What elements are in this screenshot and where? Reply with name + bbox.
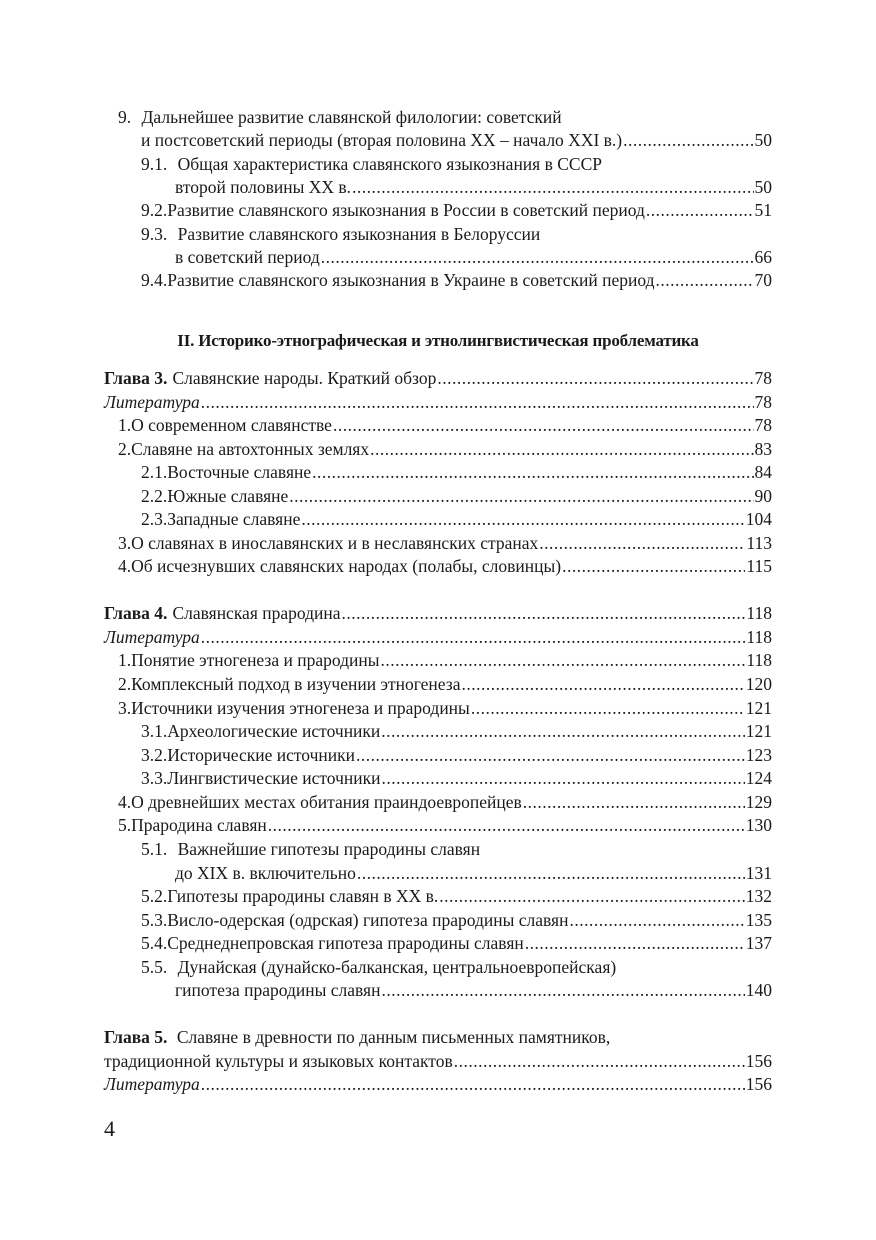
entry-text: Общая характеристика славянского языкознания в СССР — [177, 154, 602, 174]
page-ref: 131 — [745, 863, 772, 883]
leader-dots — [268, 814, 745, 836]
entry-text: Среднеднепровская гипотеза прародины славян — [167, 933, 524, 953]
leader-dots — [380, 649, 745, 671]
toc-entry — [118, 555, 772, 577]
entry-text: в советский период — [175, 247, 320, 267]
entry-number: 3.1. — [141, 721, 168, 741]
leader-dots — [321, 246, 754, 268]
leader-dots — [357, 862, 745, 884]
page-ref: 156 — [745, 1051, 772, 1071]
chapter-title: Славянские народы. Краткий обзор — [172, 368, 437, 388]
page-ref: 50 — [754, 130, 772, 150]
toc-entry-9-3-line2 — [175, 246, 772, 268]
leader-dots — [623, 129, 753, 151]
entry-text: Дальнейшее развитие славянской филологии: советский — [141, 107, 562, 127]
entry-number: 5.5. — [141, 957, 168, 977]
page-number: 4 — [104, 1116, 115, 1141]
leader-dots — [356, 744, 745, 766]
entry-text: Гипотезы прародины славян в XX в. — [167, 886, 439, 906]
page-ref: 130 — [745, 815, 772, 835]
toc-entry — [141, 885, 772, 907]
entry-number: 4. — [118, 792, 132, 812]
toc-entry — [141, 767, 772, 789]
entry-text: Восточные славяне — [167, 462, 312, 482]
page-ref: 129 — [745, 792, 772, 812]
toc-entry — [141, 720, 772, 742]
entry-text: Развитие славянского языкознания в Украине в советский период — [167, 270, 655, 290]
chapter-5-heading-line1 — [104, 1026, 610, 1048]
entry-number: 2.2. — [141, 486, 168, 506]
leader-dots — [439, 885, 744, 907]
entry-text: О древнейших местах обитания праиндоевропейцев — [131, 792, 522, 812]
leader-dots — [201, 391, 754, 413]
entry-number: 9.1. — [141, 154, 168, 174]
literature-label: Литература — [104, 392, 200, 412]
leader-dots — [289, 485, 753, 507]
entry-text: Лингвистические источники — [167, 768, 381, 788]
page-ref: 78 — [754, 368, 772, 388]
leader-dots — [381, 767, 744, 789]
entry-number: 9.4. — [141, 270, 168, 290]
toc-entry — [141, 508, 772, 530]
page-ref: 50 — [754, 177, 772, 197]
entry-text: Висло-одерская (одрская) гипотеза прародины славян — [167, 910, 569, 930]
entry-text: Археологические источники — [167, 721, 381, 741]
toc-entry — [118, 697, 772, 719]
entry-number: 1. — [118, 415, 132, 435]
entry-number: 2.1. — [141, 462, 168, 482]
leader-dots — [656, 269, 754, 291]
literature-label: Литература — [104, 1074, 200, 1094]
toc-entry-9-3-line1 — [141, 223, 540, 245]
entry-number: 5.2. — [141, 886, 168, 906]
page-ref: 140 — [745, 980, 772, 1000]
toc-entry — [118, 649, 772, 671]
chapter-4-heading — [104, 602, 772, 624]
page-ref: 90 — [754, 486, 772, 506]
leader-dots — [525, 932, 745, 954]
entry-number: 5. — [118, 815, 132, 835]
entry-text: Источники изучения этногенеза и прародины — [131, 698, 470, 718]
page-ref: 137 — [745, 933, 772, 953]
leader-dots — [381, 720, 744, 742]
page-ref: 132 — [745, 886, 772, 906]
toc-entry-9-line2 — [141, 129, 772, 151]
entry-text: Западные славяне — [167, 509, 301, 529]
chapter-title: традиционной культуры и языковых контактов — [104, 1051, 453, 1071]
chapter-label: Глава 5. — [104, 1027, 168, 1047]
chapter-3-heading — [104, 367, 772, 389]
toc-entry-5-5-line2 — [175, 979, 772, 1001]
entry-number: 4. — [118, 556, 132, 576]
toc-entry — [141, 485, 772, 507]
toc-entry-9-4 — [141, 269, 772, 291]
page-ref: 118 — [746, 650, 772, 670]
entry-text: О современном славянстве — [131, 415, 332, 435]
chapter-label: Глава 4. — [104, 603, 168, 623]
toc-entry-9-1-line2 — [175, 176, 772, 198]
page-ref: 118 — [746, 627, 772, 647]
leader-dots — [201, 1073, 745, 1095]
chapter-3-literature — [104, 391, 772, 413]
entry-text: Важнейшие гипотезы прародины славян — [177, 839, 481, 859]
entry-text: Дунайская (дунайско-балканская, центральноевропейская) — [177, 957, 617, 977]
leader-dots — [312, 461, 753, 483]
page-ref: 66 — [754, 247, 772, 267]
page-ref: 104 — [745, 509, 772, 529]
toc-entry-5-1-line2 — [175, 862, 772, 884]
entry-text: Комплексный подход в изучении этногенеза — [131, 674, 461, 694]
toc-entry — [118, 791, 772, 813]
entry-text: второй половины XX в. — [175, 177, 352, 197]
toc-entry — [141, 909, 772, 931]
toc-entry-5-5-line1 — [141, 956, 616, 978]
toc-entry — [141, 744, 772, 766]
page-ref: 115 — [746, 556, 772, 576]
toc-entry-9-1-line1 — [141, 153, 602, 175]
chapter-title: Славяне в древности по данным письменных памятников, — [176, 1027, 611, 1047]
section-title: II. Историко-этнографическая и этнолингвистическая проблематика — [177, 331, 699, 350]
entry-text: Славяне на автохтонных землях — [131, 439, 370, 459]
entry-number: 5.4. — [141, 933, 168, 953]
entry-number: 3.3. — [141, 768, 168, 788]
entry-text: Понятие этногенеза и прародины — [131, 650, 380, 670]
page-ref: 78 — [754, 415, 772, 435]
toc-entry — [118, 414, 772, 436]
toc-entry-5-1-line1 — [141, 838, 480, 860]
page-ref: 118 — [746, 603, 772, 623]
leader-dots — [539, 532, 745, 554]
leader-dots — [301, 508, 744, 530]
entry-text: Развитие славянского языкознания в Белоруссии — [177, 224, 541, 244]
leader-dots — [342, 602, 746, 624]
page-ref: 113 — [746, 533, 772, 553]
entry-text: Южные славяне — [167, 486, 289, 506]
entry-number: 3. — [118, 533, 132, 553]
toc-entry — [118, 673, 772, 695]
leader-dots — [569, 909, 744, 931]
entry-number: 2. — [118, 674, 132, 694]
entry-text: Исторические источники — [167, 745, 355, 765]
entry-number: 2. — [118, 439, 132, 459]
toc-entry — [118, 814, 772, 836]
page-ref: 135 — [745, 910, 772, 930]
page-ref: 70 — [754, 270, 772, 290]
chapter-5-literature — [104, 1073, 772, 1095]
entry-number: 2.3. — [141, 509, 168, 529]
toc-entry-9-2 — [141, 199, 772, 221]
leader-dots — [437, 367, 753, 389]
leader-dots — [352, 176, 753, 198]
entry-text: Прародина славян — [131, 815, 267, 835]
leader-dots — [471, 697, 745, 719]
leader-dots — [370, 438, 753, 460]
page-ref: 124 — [745, 768, 772, 788]
page-ref: 123 — [745, 745, 772, 765]
page-ref: 120 — [745, 674, 772, 694]
page-ref: 78 — [754, 392, 772, 412]
entry-number: 1. — [118, 650, 132, 670]
leader-dots — [646, 199, 754, 221]
entry-text: гипотеза прародины славян — [175, 980, 381, 1000]
leader-dots — [562, 555, 745, 577]
page-ref: 83 — [754, 439, 772, 459]
literature-label: Литература — [104, 627, 200, 647]
toc-entry — [118, 532, 772, 554]
page-ref: 84 — [754, 462, 772, 482]
toc-entry-9-line1 — [118, 106, 562, 128]
chapter-5-heading-line2 — [104, 1050, 772, 1072]
leader-dots — [201, 626, 746, 648]
entry-number: 9. — [118, 107, 132, 127]
chapter-label: Глава 3. — [104, 368, 168, 388]
page-ref: 121 — [745, 698, 772, 718]
leader-dots — [454, 1050, 745, 1072]
entry-number: 3. — [118, 698, 132, 718]
page-ref: 156 — [745, 1074, 772, 1094]
chapter-4-literature — [104, 626, 772, 648]
toc-entry — [141, 932, 772, 954]
entry-text: и постсоветский периоды (вторая половина XX – начало XXI в.) — [141, 130, 623, 150]
entry-number: 5.1. — [141, 839, 168, 859]
entry-text: О славянах в инославянских и в неславянских странах — [131, 533, 539, 553]
toc-entry — [118, 438, 772, 460]
leader-dots — [461, 673, 744, 695]
entry-text: Развитие славянского языкознания в России в советский период — [167, 200, 645, 220]
entry-number: 5.3. — [141, 910, 168, 930]
page-ref: 121 — [745, 721, 772, 741]
entry-text: до XIX в. включительно — [175, 863, 356, 883]
entry-number: 9.3. — [141, 224, 168, 244]
page-ref: 51 — [754, 200, 772, 220]
leader-dots — [523, 791, 745, 813]
entry-text: Об исчезнувших славянских народах (полабы, словинцы) — [131, 556, 562, 576]
leader-dots — [381, 979, 744, 1001]
entry-number: 3.2. — [141, 745, 168, 765]
toc-entry — [141, 461, 772, 483]
chapter-title: Славянская прародина — [172, 603, 341, 623]
entry-number: 9.2. — [141, 200, 168, 220]
leader-dots — [333, 414, 754, 436]
